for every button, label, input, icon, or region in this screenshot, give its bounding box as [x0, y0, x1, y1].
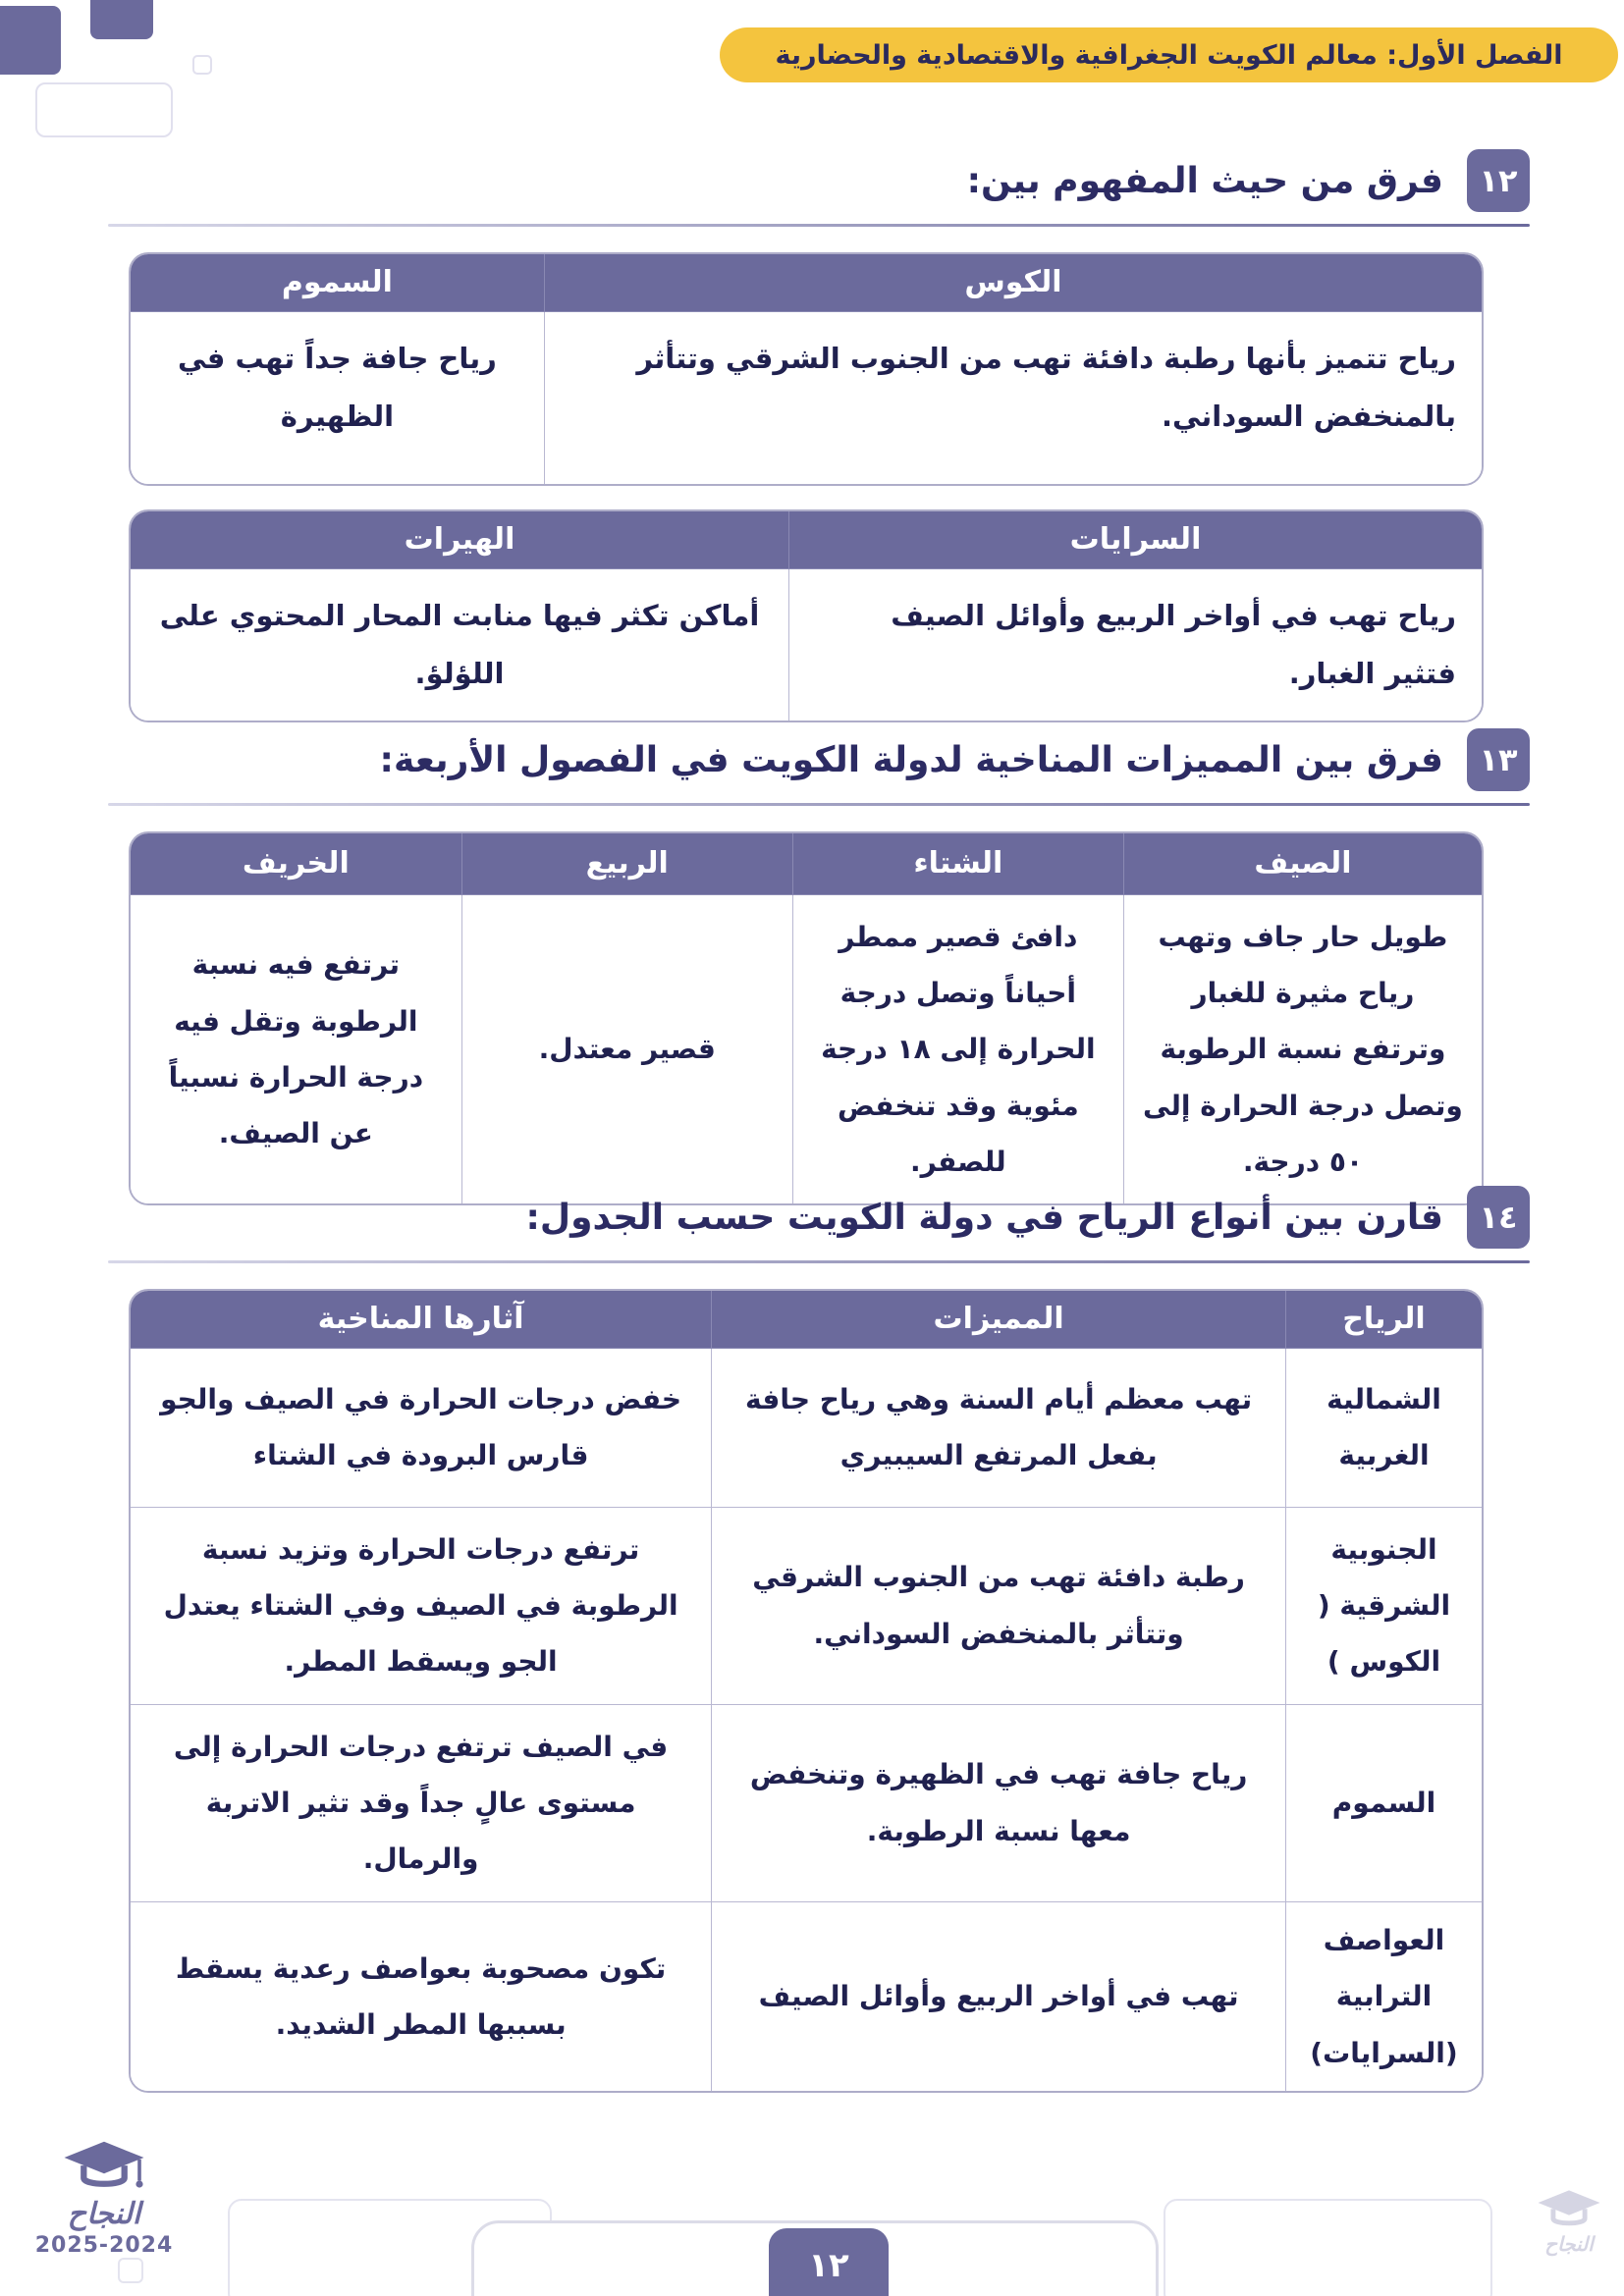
features-cell: تهب في أواخر الربيع وأوائل الصيف — [712, 1901, 1286, 2091]
wind-name-cell: الجنوبية الشرقية ( الكوس ) — [1285, 1507, 1482, 1704]
question-14-header — [108, 1186, 1530, 1249]
table-cell: رياح تهب في أواخر الربيع وأوائل الصيف فتثير الغبار. — [789, 568, 1482, 721]
table-row — [131, 568, 1482, 721]
table-cell: قصير معتدل. — [461, 894, 792, 1203]
question-13-header — [108, 728, 1530, 791]
column-header: الربيع — [461, 833, 792, 894]
table-cell: رياح جافة جداً تهب في الظهيرة — [131, 311, 544, 484]
najah-logo — [26, 2138, 183, 2258]
effects-cell: خفض درجات الحرارة في الصيف والجو قارس البرودة في الشتاء — [131, 1348, 712, 1507]
question-title: فرق بين المميزات المناخية لدولة الكويت في الفصول الأربعة: — [379, 739, 1443, 780]
winds-comparison-table — [129, 1289, 1484, 2093]
seasons-table — [129, 831, 1484, 1205]
table-cell: ترتفع فيه نسبة الرطوبة وتقل فيه درجة الحرارة نسبياً عن الصيف. — [131, 894, 461, 1203]
divider-line — [108, 224, 1530, 227]
features-cell: رطبة دافئة تهب من الجنوب الشرقي وتتأثر بالمنخفض السوداني. — [712, 1507, 1286, 1704]
question-title: قارن بين أنواع الرياح في دولة الكويت حسب الجدول: — [525, 1197, 1443, 1238]
decorative-outline-square — [192, 55, 212, 75]
column-header: الهيرات — [131, 511, 789, 568]
column-header: المميزات — [712, 1291, 1286, 1348]
table-row — [131, 1348, 1482, 1507]
graduation-cap-icon — [60, 2138, 148, 2195]
decorative-outline-square — [35, 82, 173, 137]
wind-name-cell: العواصف الترابية (السرايات) — [1285, 1901, 1482, 2091]
decorative-outline-square — [118, 2258, 143, 2283]
divider-line — [108, 1260, 1530, 1263]
divider-line — [108, 803, 1530, 806]
column-header: الشتاء — [792, 833, 1123, 894]
table-header-row — [131, 511, 1482, 568]
table-header-row — [131, 254, 1482, 311]
table-row — [131, 894, 1482, 1203]
question-13 — [0, 728, 1624, 1205]
table — [131, 833, 1482, 1203]
table-row — [131, 1901, 1482, 2091]
table — [131, 254, 1482, 484]
chapter-banner-title: الفصل الأول: معالم الكويت الجغرافية والاقتصادية والحضارية — [775, 39, 1563, 71]
question-12 — [0, 149, 1624, 722]
decorative-square — [90, 0, 153, 39]
graduation-cap-icon — [1535, 2187, 1603, 2232]
question-12-header — [108, 149, 1530, 212]
question-number-badge: ١٢ — [1467, 149, 1530, 212]
table-cell: رياح تتميز بأنها رطبة دافئة تهب من الجنوب الشرقي وتتأثر بالمنخفض السوداني. — [544, 311, 1482, 484]
question-number-badge: ١٣ — [1467, 728, 1530, 791]
effects-cell: تكون مصحوبة بعواصف رعدية يسقط بسببها المطر الشديد. — [131, 1901, 712, 2091]
page-number-tab — [769, 2228, 889, 2296]
features-cell: تهب معظم أيام السنة وهي رياح جافة بفعل المرتفع السيبيري — [712, 1348, 1286, 1507]
page-number: ١٢ — [808, 2246, 849, 2285]
features-cell: رياح جافة تهب في الظهيرة وتنخفض معها نسبة الرطوبة. — [712, 1704, 1286, 1901]
concept-table-sarayat-hirat — [129, 509, 1484, 722]
column-header: السرايات — [789, 511, 1482, 568]
table — [131, 1291, 1482, 2091]
logo-wordmark: النجاح — [67, 2197, 141, 2231]
column-header: الصيف — [1123, 833, 1482, 894]
column-header: السموم — [131, 254, 544, 311]
wind-name-cell: الشمالية الغربية — [1285, 1348, 1482, 1507]
table-header-row — [131, 833, 1482, 894]
column-header: الكوس — [544, 254, 1482, 311]
column-header: الرياح — [1285, 1291, 1482, 1348]
table-row — [131, 1704, 1482, 1901]
table-cell: دافئ قصير ممطر أحياناً وتصل درجة الحرارة إلى ١٨ درجة مئوية وقد تنخفض للصفر. — [792, 894, 1123, 1203]
decorative-outline-square — [1164, 2199, 1492, 2296]
table-row — [131, 1507, 1482, 1704]
edition-years: 2025-2024 — [34, 2233, 174, 2258]
column-header: آثارها المناخية — [131, 1291, 712, 1348]
najah-logo-watermark — [1520, 2187, 1618, 2256]
table-row — [131, 311, 1482, 484]
question-14 — [0, 1186, 1624, 2093]
table-header-row — [131, 1291, 1482, 1348]
table-cell: طويل حار جاف وتهب رياح مثيرة للغبار وترتفع نسبة الرطوبة وتصل درجة الحرارة إلى ٥٠ درجة. — [1123, 894, 1482, 1203]
wind-name-cell: السموم — [1285, 1704, 1482, 1901]
table-cell: أماكن تكثر فيها منابت المحار المحتوي على اللؤلؤ. — [131, 568, 789, 721]
effects-cell: في الصيف ترتفع درجات الحرارة إلى مستوى عالٍ جداً وقد تثير الاتربة والرمال. — [131, 1704, 712, 1901]
chapter-banner — [720, 27, 1618, 82]
column-header: الخريف — [131, 833, 461, 894]
logo-wordmark: النجاح — [1544, 2232, 1594, 2256]
effects-cell: ترتفع درجات الحرارة وتزيد نسبة الرطوبة في الصيف وفي الشتاء يعتدل الجو ويسقط المطر. — [131, 1507, 712, 1704]
question-number-badge: ١٤ — [1467, 1186, 1530, 1249]
question-title: فرق من حيث المفهوم بين: — [966, 160, 1443, 201]
concept-table-kaus-samoom — [129, 252, 1484, 486]
table — [131, 511, 1482, 721]
decorative-square — [0, 6, 61, 75]
